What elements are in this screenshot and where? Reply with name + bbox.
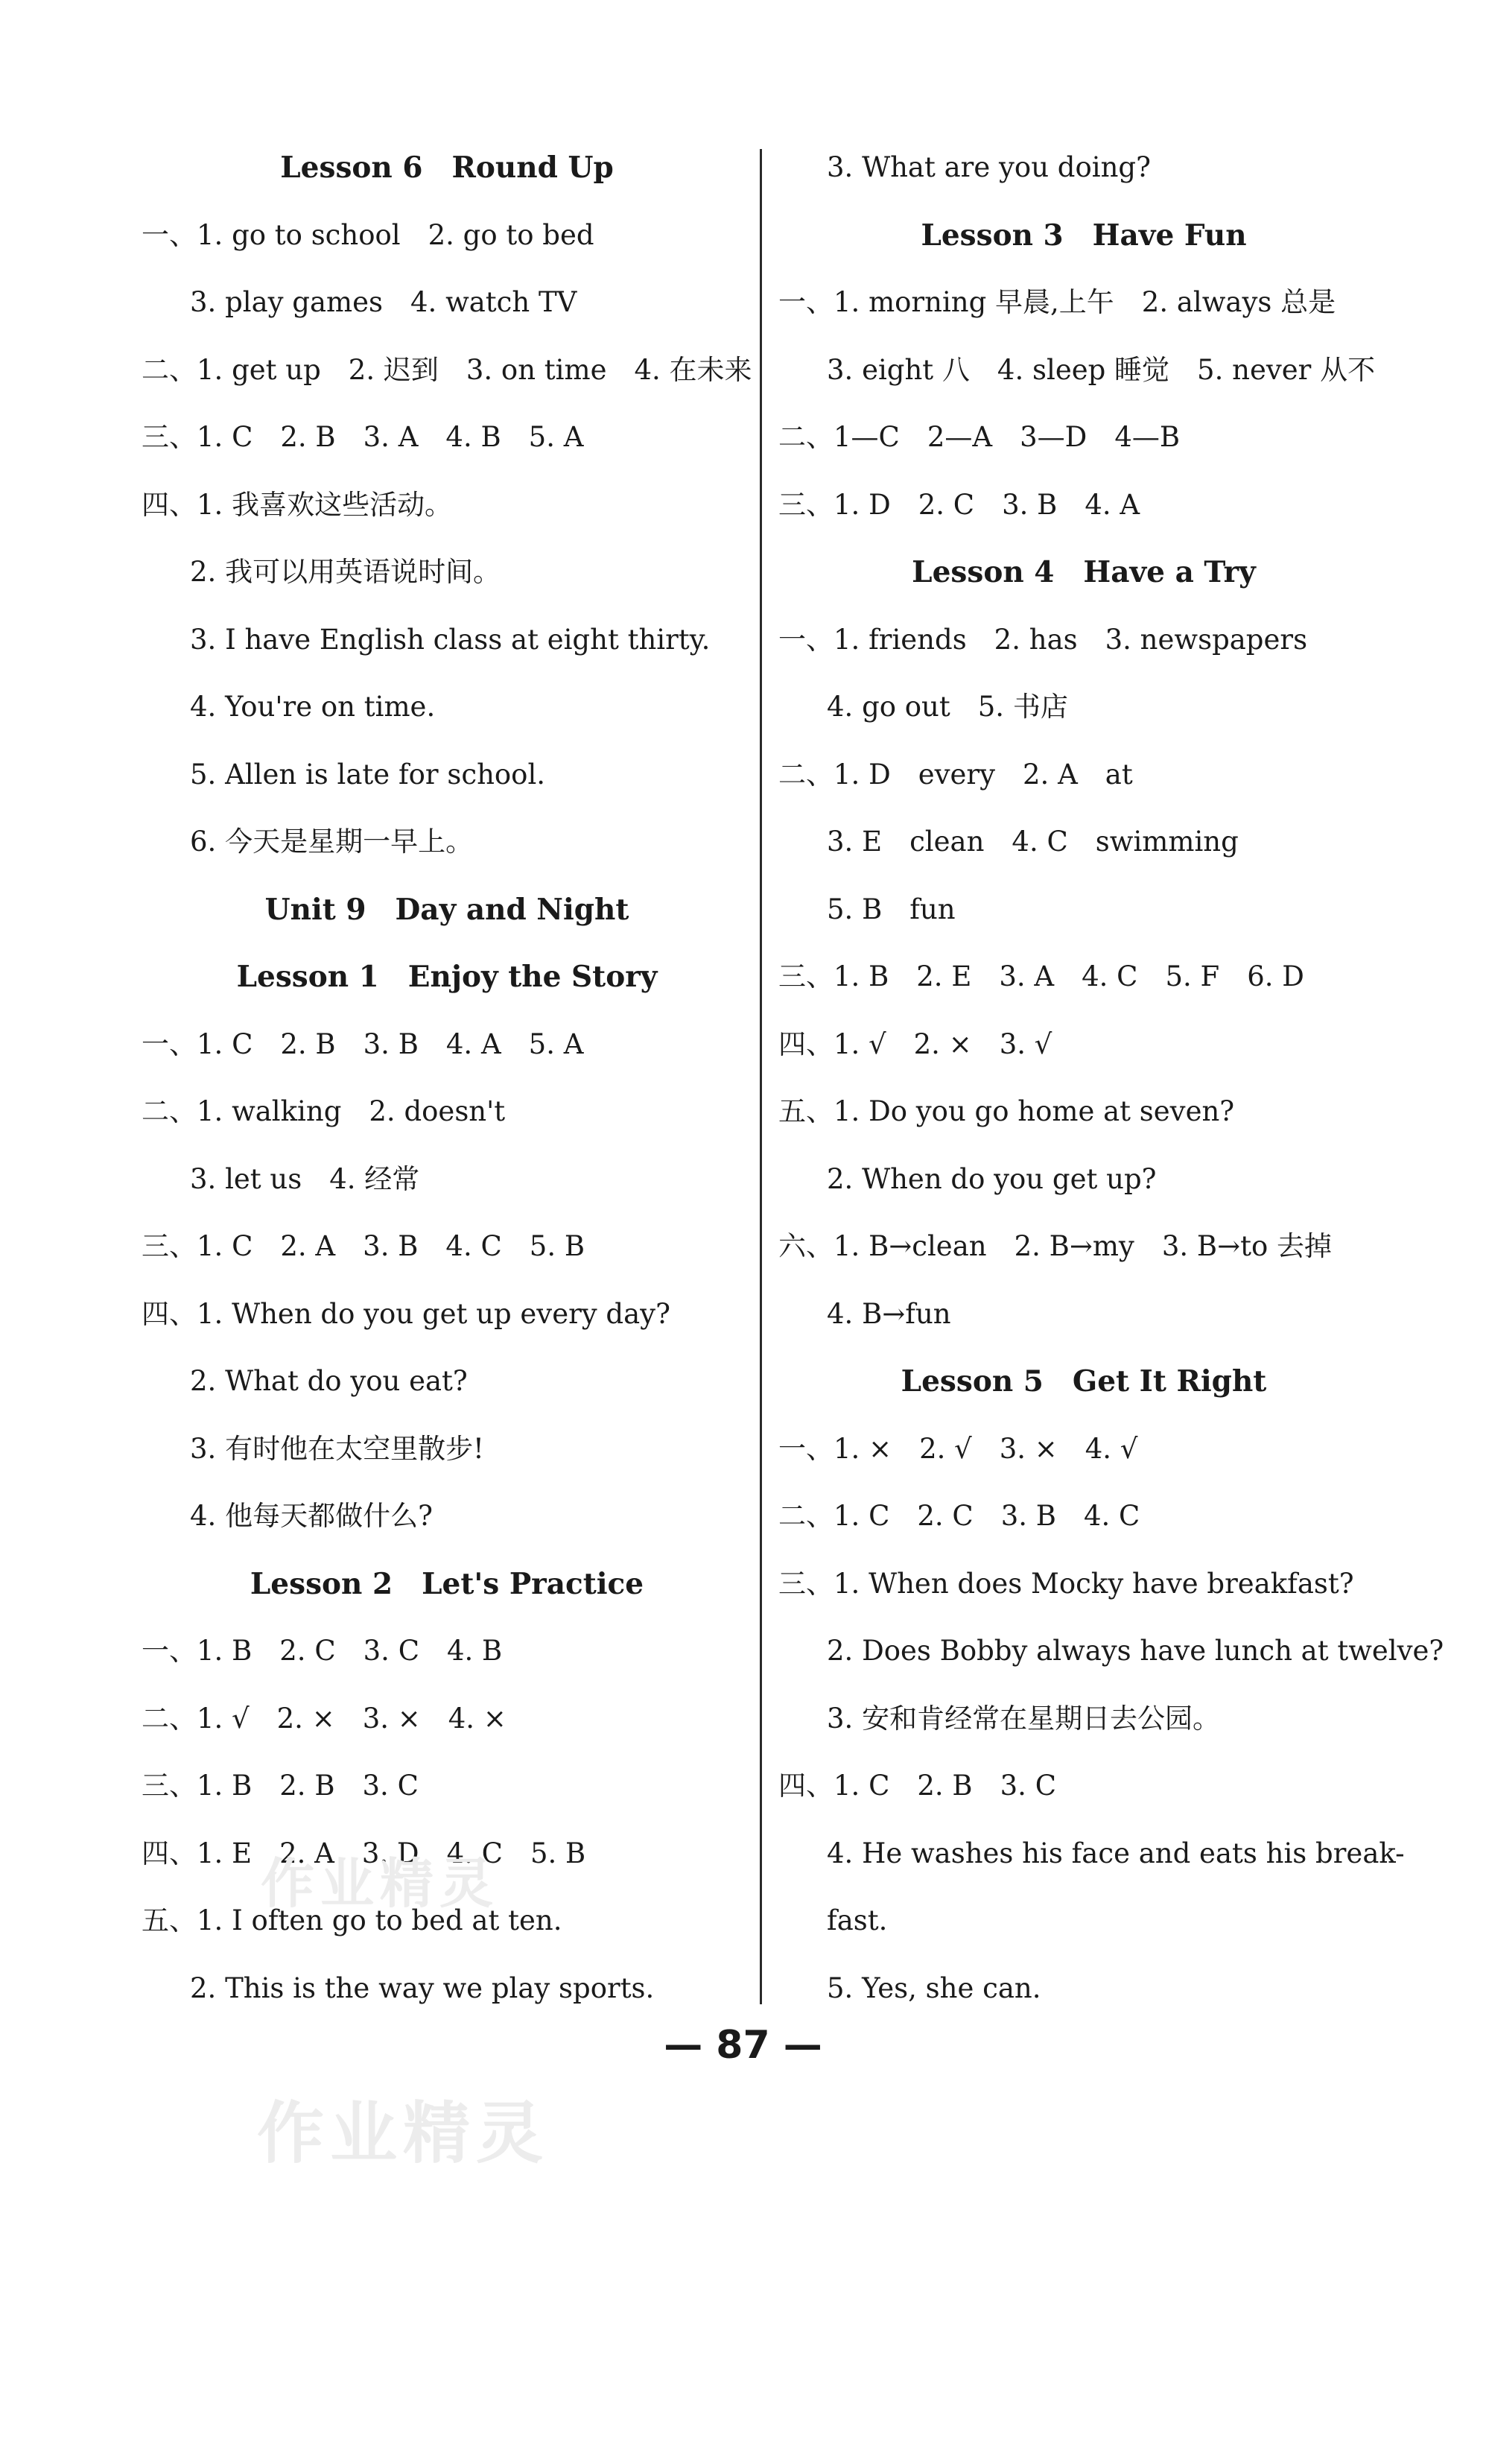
section-heading: Lesson 5 Get It Right (901, 1364, 1267, 1399)
answer-line: 2. Does Bobby always have lunch at twelve? (827, 1635, 1444, 1667)
answer-line: 3. let us 4. 经常 (190, 1162, 420, 1195)
column-divider (760, 149, 762, 2004)
answer-line: 四、1. √ 2. × 3. √ (778, 1027, 1052, 1060)
answer-line: 六、1. B→clean 2. B→my 3. B→to 去掉 (778, 1230, 1332, 1262)
answer-line: 4. B→fun (827, 1297, 951, 1330)
answer-line: 5. B fun (827, 893, 956, 925)
answer-line: 二、1. D every 2. A at (778, 758, 1133, 791)
answer-line: 4. 他每天都做什么? (190, 1500, 433, 1532)
answer-line: 二、1. walking 2. doesn't (142, 1095, 506, 1127)
answer-line: 2. This is the way we play sports. (190, 1971, 655, 2004)
answer-line: 二、1. C 2. C 3. B 4. C (778, 1500, 1140, 1532)
answer-line: 三、1. B 2. E 3. A 4. C 5. F 6. D (778, 960, 1304, 992)
section-heading: Lesson 3 Have Fun (921, 218, 1247, 253)
section-heading: Lesson 6 Round Up (280, 151, 614, 185)
answer-line: 2. What do you eat? (190, 1365, 468, 1397)
answer-line: 2. 我可以用英语说时间。 (190, 556, 501, 588)
answer-line: 三、1. C 2. A 3. B 4. C 5. B (142, 1230, 585, 1262)
section-heading: Unit 9 Day and Night (264, 892, 629, 927)
answer-line: 3. eight 八 4. sleep 睡觉 5. never 从不 (827, 353, 1376, 386)
answer-line: 4. You're on time. (190, 691, 436, 723)
answer-line: 三、1. D 2. C 3. B 4. A (778, 488, 1140, 521)
answer-line: 3. E clean 4. C swimming (827, 826, 1239, 858)
page-number: — 87 — (664, 2023, 822, 2068)
answer-line: 3. I have English class at eight thirty. (190, 623, 711, 656)
answer-line: 四、1. When do you get up every day? (142, 1297, 670, 1330)
answer-line: 3. What are you doing? (827, 151, 1151, 183)
answer-line: 4. go out 5. 书店 (827, 691, 1068, 723)
answer-line: 三、1. When does Mocky have breakfast? (778, 1567, 1354, 1600)
answer-line: 一、1. C 2. B 3. B 4. A 5. A (142, 1027, 584, 1060)
answer-line: 一、1. go to school 2. go to bed (142, 218, 594, 251)
section-heading: Lesson 4 Have a Try (912, 555, 1256, 589)
answer-line: 二、1. get up 2. 迟到 3. on time 4. 在未来 (142, 353, 752, 386)
answer-line: 五、1. Do you go home at seven? (778, 1095, 1235, 1127)
answer-line: 二、1. √ 2. × 3. × 4. × (142, 1702, 507, 1735)
answer-line: 一、1. B 2. C 3. C 4. B (142, 1635, 503, 1667)
answer-line: 三、1. B 2. B 3. C (142, 1770, 419, 1802)
answer-line: 一、1. friends 2. has 3. newspapers (778, 623, 1308, 656)
answer-line: 3. 有时他在太空里散步! (190, 1432, 484, 1465)
answer-line: 5. Yes, she can. (827, 1971, 1041, 2004)
answer-line: 一、1. morning 早晨,上午 2. always 总是 (778, 286, 1336, 318)
answer-line: 4. He washes his face and eats his break- (827, 1837, 1405, 1869)
answer-line: 6. 今天是星期一早上。 (190, 826, 474, 858)
answer-line: 一、1. × 2. √ 3. × 4. √ (778, 1432, 1138, 1465)
answer-line: 二、1—C 2—A 3—D 4—B (778, 421, 1181, 453)
watermark-text-bottom: 作业精灵 (257, 2094, 549, 2173)
answer-line: 2. When do you get up? (827, 1162, 1157, 1195)
section-heading: Lesson 2 Let's Practice (250, 1566, 644, 1601)
left-answer-column (142, 134, 752, 2022)
answer-line: 三、1. C 2. B 3. A 4. B 5. A (142, 421, 584, 453)
answer-line: 5. Allen is late for school. (190, 758, 546, 791)
answer-line: 四、1. E 2. A 3. D 4. C 5. B (142, 1837, 586, 1869)
answer-line: 五、1. I often go to bed at ten. (142, 1904, 562, 1936)
answer-line: fast. (827, 1904, 888, 1936)
right-answer-column (778, 134, 1444, 2022)
answer-line: 四、1. 我喜欢这些活动。 (142, 488, 453, 521)
answer-line: 四、1. C 2. B 3. C (778, 1770, 1056, 1802)
answer-line: 3. play games 4. watch TV (190, 286, 577, 318)
section-heading: Lesson 1 Enjoy the Story (236, 960, 658, 994)
answer-line: 3. 安和肯经常在星期日去公园。 (827, 1702, 1221, 1735)
watermark-text: 作业精灵 (261, 1852, 500, 1915)
